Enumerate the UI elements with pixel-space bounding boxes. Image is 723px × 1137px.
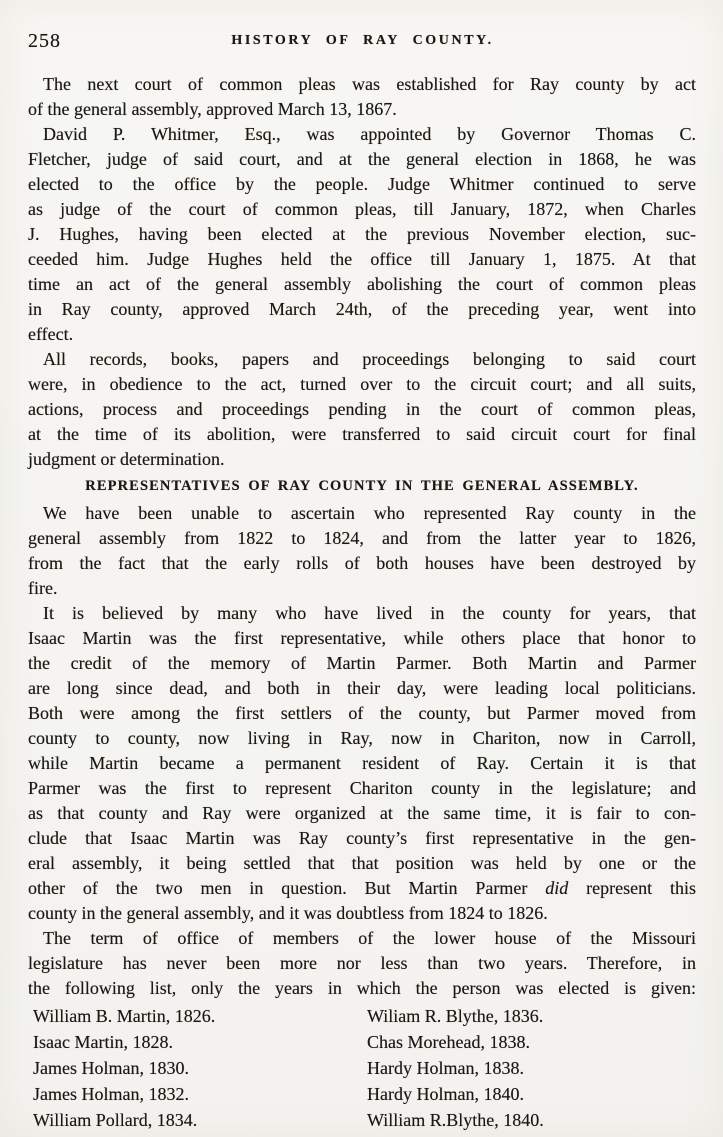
- text-line: Fletcher, judge of said court, and at the general election in 1868, he was: [28, 149, 696, 169]
- paragraph: [28, 122, 696, 347]
- text-line: as judge of the court of common pleas, till January, 1872, when Charles: [28, 199, 696, 219]
- text-line: judgment or determination.: [28, 449, 225, 469]
- list-row: [28, 1081, 696, 1107]
- text-line: actions, process and proceedings pending in the court of common pleas,: [28, 399, 696, 419]
- list-row: [28, 1107, 696, 1133]
- page-body: [28, 72, 696, 1133]
- list-item: Hardy Holman, 1840.: [367, 1084, 524, 1104]
- list-row: [28, 1055, 696, 1081]
- list-item: Chas Morehead, 1838.: [367, 1032, 530, 1052]
- text-line: eral assembly, it being settled that that position was held by one or the: [28, 853, 696, 873]
- text-line: ceeded him. Judge Hughes held the office till January 1, 1875. At that: [28, 249, 696, 269]
- text-line: It is believed by many who have lived in the county for years, that: [43, 603, 696, 623]
- list-item: Hardy Holman, 1838.: [367, 1058, 524, 1078]
- paragraph: [28, 347, 696, 472]
- page-number: 258: [28, 30, 61, 52]
- list-item: James Holman, 1830.: [33, 1058, 189, 1078]
- list-item: William R.Blythe, 1840.: [367, 1110, 544, 1130]
- text-line: the following list, only the years in which the person was elected is given:: [28, 978, 696, 998]
- text-line: Parmer was the first to represent Chariton county in the legislature; and: [28, 778, 696, 798]
- paragraph: [28, 501, 696, 601]
- text-line: J. Hughes, having been elected at the previous November election, suc-: [28, 224, 696, 244]
- text-line: All records, books, papers and proceedings belonging to said court: [43, 349, 696, 369]
- text-line: of the general assembly, approved March 13, 1867.: [28, 99, 397, 119]
- text-line: are long since dead, and both in their day, were leading local politicians.: [28, 678, 696, 698]
- text-line: The next court of common pleas was established for Ray county by act: [43, 74, 696, 94]
- paragraph: [28, 601, 696, 926]
- text-line: clude that Isaac Martin was Ray county’s first representative in the gen-: [28, 828, 696, 848]
- text-segment: other of the two men in question. But Martin Parmer: [28, 878, 546, 898]
- text-line: at the time of its abolition, were transferred to said circuit court for final: [28, 424, 696, 444]
- text-line: David P. Whitmer, Esq., was appointed by Governor Thomas C.: [43, 124, 696, 144]
- text-line: from the fact that the early rolls of both houses have been destroyed by: [28, 553, 696, 573]
- list-item: William Pollard, 1834.: [33, 1110, 198, 1130]
- text-line: Isaac Martin was the first representative, while others place that honor to: [28, 628, 696, 648]
- text-line: elected to the office by the people. Judge Whitmer continued to serve: [28, 174, 696, 194]
- text-line: county in the general assembly, and it was doubtless from 1824 to 1826.: [28, 903, 548, 923]
- text-line: general assembly from 1822 to 1824, and from the latter year to 1826,: [28, 528, 696, 548]
- emphasized-word: did: [545, 878, 569, 898]
- text-line: while Martin became a permanent resident of Ray. Certain it is that: [28, 753, 696, 773]
- text-line: were, in obedience to the act, turned over to the circuit court; and all suits,: [28, 374, 696, 394]
- paragraph: [28, 926, 696, 1001]
- page-header: [28, 30, 697, 54]
- text-line: county to county, now living in Ray, now in Chariton, now in Carroll,: [28, 728, 696, 748]
- list-item: James Holman, 1832.: [33, 1084, 189, 1104]
- text-line: effect.: [28, 324, 74, 344]
- paragraph: [28, 72, 696, 122]
- text-line: as that county and Ray were organized at the same time, it is fair to con-: [28, 803, 696, 823]
- text-line: fire.: [28, 578, 58, 598]
- list-item: William B. Martin, 1826.: [33, 1006, 216, 1026]
- text-line: the credit of the memory of Martin Parmer. Both Martin and Parmer: [28, 653, 696, 673]
- list-item: Wiliam R. Blythe, 1836.: [367, 1006, 544, 1026]
- text-line: We have been unable to ascertain who represented Ray county in the: [43, 503, 696, 523]
- text-line: The term of office of members of the lower house of the Missouri: [43, 928, 696, 948]
- representatives-list: [28, 1003, 696, 1133]
- section-heading: REPRESENTATIVES OF RAY COUNTY IN THE GENERAL ASSEMBLY.: [85, 478, 639, 494]
- text-line: time an act of the general assembly abolishing the court of common pleas: [28, 274, 696, 294]
- text-line: legislature has never been more nor less than two years. Therefore, in: [28, 953, 696, 973]
- list-row: [28, 1003, 696, 1029]
- text-line: [28, 876, 696, 901]
- list-item: Isaac Martin, 1828.: [33, 1032, 173, 1052]
- list-row: [28, 1029, 696, 1055]
- text-line: Both were among the first settlers of the county, but Parmer moved from: [28, 703, 696, 723]
- text-line: in Ray county, approved March 24th, of the preceding year, went into: [28, 299, 696, 319]
- text-segment: represent this: [568, 878, 696, 898]
- running-title: HISTORY OF RAY COUNTY.: [231, 33, 494, 48]
